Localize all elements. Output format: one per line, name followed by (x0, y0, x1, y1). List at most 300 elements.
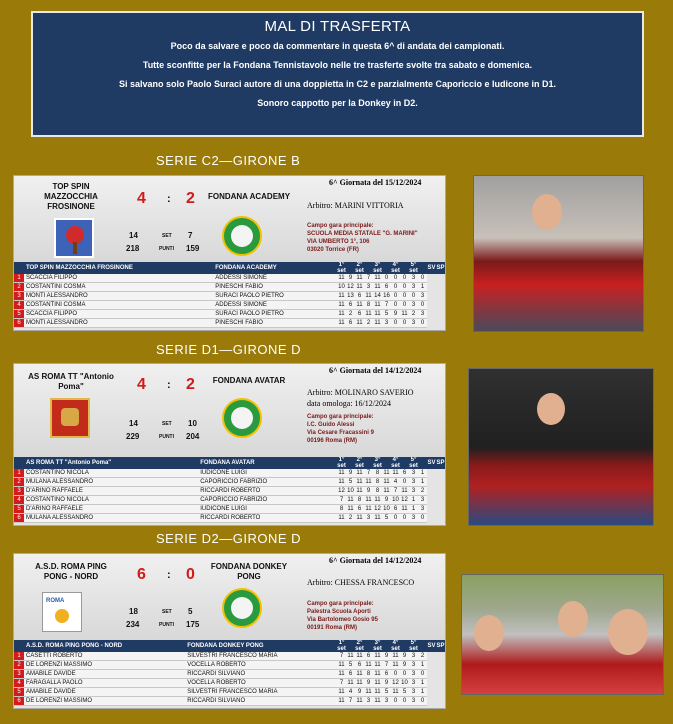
venue-line: Campo gara principale: (307, 223, 374, 229)
score-cell: 6 (346, 319, 355, 328)
score-cell: 9 (346, 469, 355, 478)
home-player: COSTANTINO NICOLA (24, 496, 198, 505)
referee: Arbitro: MOLINARO SAVERIO (307, 388, 414, 397)
section-title-d1: SERIE D1—GIRONE D (156, 342, 302, 357)
table-header-row (14, 457, 445, 469)
score-cell: 0 (391, 283, 400, 292)
table-row (14, 292, 445, 301)
score-cell: 11 (338, 293, 345, 299)
score-cell: 11 (392, 653, 399, 659)
score-cell: 2 (346, 310, 355, 319)
score-cell: 16 (383, 293, 390, 299)
score-cell: 11 (383, 470, 390, 476)
away-player: IUDICONE LUIGI (198, 505, 337, 514)
match-summary (14, 554, 445, 640)
score-cell: 7 (337, 679, 346, 688)
table-row (14, 478, 445, 487)
row-number: 4 (14, 496, 24, 505)
score-cell: 11 (365, 293, 372, 299)
score-cell: 0 (418, 319, 427, 328)
row-number: 3 (14, 487, 24, 496)
intro-line: Tutte sconfitte per la Fondana Tennistavolo nelle tre trasferte svolte tra sabato e domenica. (142, 60, 533, 70)
score-cell: 7 (346, 697, 355, 706)
score-cell: 3 (418, 310, 427, 319)
header-cell (14, 640, 24, 652)
away-team-name: FONDANA DONKEY PONG (210, 562, 288, 581)
intro-line: Si salvano solo Paolo Suraci autore di una doppietta in C2 e parzialmente Caporiccio e Iudicone in D1. (118, 79, 557, 89)
intro-line: Poco da salvare e poco da commentare in questa 6^ di andata dei campionati. (170, 41, 505, 51)
table-row (14, 283, 445, 292)
table-row (14, 688, 445, 697)
header-cell (382, 457, 391, 469)
header-cell: SP (436, 457, 445, 469)
score-cell: 10 (401, 680, 408, 686)
row-number: 6 (14, 514, 24, 523)
home-player: SCACCIA FILIPPO (24, 274, 213, 283)
score-cell: 9 (400, 652, 409, 661)
score-cell: 5 (382, 310, 391, 319)
score-cell: 9 (382, 652, 391, 661)
score-cell: 2 (364, 319, 373, 328)
score-cell: 11 (365, 311, 372, 317)
home-player: MONTI ALESSANDRO (24, 292, 213, 301)
row-number: 2 (14, 478, 24, 487)
score-cell: 12 (338, 488, 345, 494)
score-cell: 0 (400, 292, 409, 301)
score-cell: 11 (365, 497, 372, 503)
score-cell: 1 (409, 505, 418, 514)
score-cell: 0 (400, 283, 409, 292)
away-team-logo (222, 216, 262, 256)
score-cell: 7 (337, 496, 346, 505)
row-number: 2 (14, 283, 24, 292)
score-cell: 0 (400, 670, 409, 679)
score-cell: 0 (418, 301, 427, 310)
venue-line: VIA UMBERTO 1°, 106 (307, 239, 370, 245)
score-cell: 3 (409, 478, 418, 487)
score-cell: 9 (382, 496, 391, 505)
score-cell: 11 (338, 302, 345, 308)
score-cell: 8 (373, 487, 382, 496)
match-card-c2 (13, 175, 446, 331)
score-cell: 1 (418, 688, 427, 697)
points-away: 175 (186, 620, 200, 629)
score-cell: 3 (409, 283, 418, 292)
venue-line: Campo gara principale: (307, 601, 374, 607)
header-cell: 2° set (355, 262, 364, 274)
venue-line: SCUOLA MEDIA STATALE "G. MARINI" (307, 231, 418, 237)
score-cell: 14 (374, 293, 381, 299)
score-cell: 6 (355, 505, 364, 514)
away-player: RICCARDI ROBERTO (198, 514, 337, 523)
score-cell: 1 (418, 478, 427, 487)
score-cell: 0 (382, 274, 391, 283)
score-cell: 11 (356, 671, 363, 677)
table-row (14, 661, 445, 670)
score-cell: 5 (346, 478, 355, 487)
sets-away: 5 (188, 607, 193, 616)
home-team-logo (50, 398, 90, 438)
score-cell: 3 (409, 697, 418, 706)
article-header (31, 11, 644, 137)
results-table (14, 262, 445, 328)
away-player: ADDESSI SIMONE (213, 274, 337, 283)
table-row (14, 505, 445, 514)
sets-label: SET (162, 421, 172, 427)
section-title-d2: SERIE D2—GIRONE D (156, 531, 302, 546)
sets-away: 7 (188, 231, 193, 240)
score-cell: 2 (418, 652, 427, 661)
score-cell: 7 (382, 661, 391, 670)
score-cell: 12 (401, 497, 408, 503)
score-cell: 11 (347, 497, 354, 503)
score-cell: 11 (374, 653, 381, 659)
away-team-logo (222, 588, 262, 628)
header-away-team: FONDANA DONKEY PONG (185, 640, 337, 652)
away-score: 2 (186, 190, 195, 207)
home-score: 6 (137, 566, 146, 583)
venue-line: Campo gara principale: (307, 414, 374, 420)
score-cell: 0 (391, 292, 400, 301)
score-cell: 11 (383, 488, 390, 494)
away-player: SILVESTRI FRANCESCO MARIA (185, 688, 337, 697)
score-cell: 11 (338, 320, 345, 326)
row-number: 5 (14, 310, 24, 319)
score-cell: 8 (364, 670, 373, 679)
row-number: 4 (14, 301, 24, 310)
score-cell: 6 (400, 469, 409, 478)
match-card-d1 (13, 363, 446, 526)
score-cell: 1 (418, 679, 427, 688)
score-cell: 11 (356, 698, 363, 704)
score-cell: 0 (400, 478, 409, 487)
table-row (14, 319, 445, 328)
score-cell: 10 (383, 506, 390, 512)
score-cell: 0 (400, 274, 409, 283)
score-cell: 0 (400, 514, 409, 523)
away-player: SURACI PAOLO PIETRO (213, 310, 337, 319)
score-cell: 9 (355, 688, 364, 697)
home-player: COSTANTINO NICOLA (24, 469, 198, 478)
table-row (14, 469, 445, 478)
score-cell: 7 (382, 301, 391, 310)
score-cell: 10 (338, 284, 345, 290)
score-cell: 11 (401, 311, 408, 317)
score-cell: 5 (400, 688, 409, 697)
score-cell: 11 (356, 320, 363, 326)
header-cell: 3° set (373, 457, 382, 469)
score-cell: 6 (382, 283, 391, 292)
home-player: COSTANTINI COSMA (24, 301, 213, 310)
row-number: 1 (14, 652, 24, 661)
score-cell: 9 (364, 679, 373, 688)
score-cell: 11 (392, 689, 399, 695)
score-cell: 11 (356, 302, 363, 308)
score-cell: 8 (373, 469, 382, 478)
table-row (14, 670, 445, 679)
score-cell: 4 (391, 478, 400, 487)
table-row (14, 679, 445, 688)
points-label: PUNTI (159, 622, 174, 628)
points-label: PUNTI (159, 434, 174, 440)
away-player: SILVESTRI FRANCESCO MARIA (185, 652, 337, 661)
home-team-name: A.S.D. ROMA PING PONG - NORD (35, 562, 107, 581)
away-score: 2 (186, 376, 195, 393)
score-cell: 0 (409, 292, 418, 301)
match-summary (14, 176, 445, 262)
score-cell: 11 (356, 680, 363, 686)
header-cell (364, 457, 373, 469)
results-table (14, 640, 445, 706)
score-cell: 6 (355, 292, 364, 301)
away-player: IUDICONE LUIGI (198, 469, 337, 478)
match-info (299, 554, 446, 640)
score-cell: 3 (418, 505, 427, 514)
score-cell: 11 (338, 689, 345, 695)
score-cell: 11 (356, 470, 363, 476)
score-cell: 0 (391, 697, 400, 706)
header-home-team: AS ROMA TT "Antonio Poma" (24, 457, 198, 469)
score-cell: 3 (418, 292, 427, 301)
results-table (14, 457, 445, 523)
header-cell: 1° set (337, 640, 346, 652)
giornata-date: 6^ Giornata del 14/12/2024 (329, 366, 422, 375)
home-team-logo (54, 218, 94, 258)
score-cell: 5 (382, 688, 391, 697)
score-cell: 8 (337, 505, 346, 514)
score-cell: 11 (347, 506, 354, 512)
away-player: CAPORICCIO FABRIZIO (198, 496, 337, 505)
header-cell: SV (427, 640, 436, 652)
score-cell: 11 (401, 506, 408, 512)
score-cell: 0 (391, 274, 400, 283)
score-cell: 11 (338, 698, 345, 704)
score-cell: 8 (355, 496, 364, 505)
points-away: 159 (186, 244, 200, 253)
header-cell (14, 262, 24, 274)
header-cell: SP (436, 640, 445, 652)
score-cell: 7 (337, 652, 346, 661)
score-cell: 11 (356, 515, 363, 521)
score-cell: 10 (347, 488, 354, 494)
score-cell: 3 (409, 514, 418, 523)
score-cell: 8 (373, 478, 382, 487)
score-cell: 4 (346, 688, 355, 697)
away-player: VOCELLA ROBERTO (185, 661, 337, 670)
score-cell: 1 (418, 469, 427, 478)
header-cell: 5° set (409, 457, 418, 469)
score-cell: 12 (374, 506, 381, 512)
score-cell: 9 (391, 310, 400, 319)
score-cell: 11 (338, 275, 345, 281)
giornata-date: 6^ Giornata del 15/12/2024 (329, 178, 422, 187)
match-info (299, 176, 446, 262)
row-number: 4 (14, 679, 24, 688)
points-home: 229 (126, 432, 140, 441)
row-number: 6 (14, 319, 24, 328)
score-cell: 11 (338, 470, 345, 476)
score-cell: 0 (391, 319, 400, 328)
score-cell: 3 (364, 283, 373, 292)
match-summary (14, 364, 445, 457)
score-cell: 11 (356, 653, 363, 659)
table-row (14, 487, 445, 496)
referee: Arbitro: MARINI VITTORIA (307, 201, 404, 210)
venue-line: Via Bartolomeo Gosio 95 (307, 617, 378, 623)
score-cell: 1 (409, 496, 418, 505)
score-cell: 3 (382, 697, 391, 706)
header-cell: SV (427, 457, 436, 469)
sets-home: 14 (129, 419, 138, 428)
score-cell: 11 (401, 488, 408, 494)
score-cell: 6 (364, 652, 373, 661)
score-cell: 11 (356, 488, 363, 494)
row-number: 5 (14, 688, 24, 697)
score-cell: 11 (374, 698, 381, 704)
team-photo-d2 (461, 574, 664, 695)
score-cell: 5 (346, 661, 355, 670)
score-cell: 9 (364, 487, 373, 496)
header-home-team: A.S.D. ROMA PING PONG - NORD (24, 640, 185, 652)
away-team-logo (222, 398, 262, 438)
article-title: MAL DI TRASFERTA (264, 18, 411, 35)
home-player: DE LORENZI MASSIMO (24, 661, 185, 670)
home-score: 4 (137, 190, 146, 207)
score-cell: 11 (338, 311, 345, 317)
away-player: SURACI PAOLO PIETRO (213, 292, 337, 301)
table-row (14, 514, 445, 523)
venue-line: 00191 Roma (RM) (307, 625, 358, 631)
points-away: 204 (186, 432, 200, 441)
row-number: 6 (14, 697, 24, 706)
intro-line: Sonoro cappotto per la Donkey in D2. (257, 98, 418, 108)
score-cell: 13 (347, 293, 354, 299)
score-separator: : (167, 379, 171, 391)
home-team-name: TOP SPIN MAZZOCCHIA FROSINONE (44, 182, 98, 211)
match-info (299, 364, 446, 450)
sets-label: SET (162, 609, 172, 615)
score-cell: 11 (374, 302, 381, 308)
away-player: RICCARDI ROBERTO (198, 487, 337, 496)
home-player: MULANA ALESSANDRO (24, 478, 198, 487)
score-cell: 11 (356, 284, 363, 290)
header-cell (400, 457, 409, 469)
score-cell: 9 (400, 661, 409, 670)
header-away-team: FONDANA ACADEMY (213, 262, 337, 274)
away-score: 0 (186, 566, 195, 583)
score-cell: 11 (365, 506, 372, 512)
venue-line: Palestra Scuola Aporti (307, 609, 371, 615)
score-cell: 9 (346, 274, 355, 283)
venue-line: 03020 Torrice (FR) (307, 247, 359, 253)
score-cell: 12 (347, 284, 354, 290)
score-cell: 0 (418, 670, 427, 679)
home-player: SCACCIA FILIPPO (24, 310, 213, 319)
row-number: 3 (14, 292, 24, 301)
venue-line: Via Cesare Fracassini 9 (307, 430, 374, 436)
score-cell: 9 (382, 679, 391, 688)
score-cell: 3 (409, 469, 418, 478)
away-player: PINESCHI FABIO (213, 283, 337, 292)
score-cell: 11 (365, 479, 372, 485)
score-cell: 0 (418, 514, 427, 523)
points-label: PUNTI (159, 246, 174, 252)
row-number: 5 (14, 505, 24, 514)
table-row (14, 310, 445, 319)
header-cell: 1° set (337, 262, 346, 274)
score-cell: 11 (383, 479, 390, 485)
score-cell: 11 (365, 662, 372, 668)
table-row (14, 274, 445, 283)
away-player: RICCARDI SILVIANO (185, 670, 337, 679)
score-cell: 3 (409, 661, 418, 670)
venue-line: I.C. Guido Alessi (307, 422, 355, 428)
header-cell: 5° set (409, 640, 418, 652)
score-cell: 3 (409, 679, 418, 688)
score-cell: 2 (418, 487, 427, 496)
score-cell: 6 (346, 670, 355, 679)
header-cell: 5° set (409, 262, 418, 274)
score-cell: 7 (364, 469, 373, 478)
header-home-team: TOP SPIN MAZZOCCHIA FROSINONE (24, 262, 213, 274)
table-row (14, 652, 445, 661)
score-cell: 11 (356, 479, 363, 485)
row-number: 3 (14, 670, 24, 679)
referee: Arbitro: CHESSA FRANCESCO (307, 578, 415, 587)
score-cell: 3 (409, 487, 418, 496)
header-cell: SV (427, 262, 436, 274)
header-away-team: FONDANA AVATAR (198, 457, 337, 469)
score-cell: 11 (392, 470, 399, 476)
score-cell: 12 (392, 680, 399, 686)
points-home: 234 (126, 620, 140, 629)
score-cell: 11 (347, 680, 354, 686)
score-cell: 0 (400, 319, 409, 328)
score-separator: : (167, 193, 171, 205)
score-cell: 3 (364, 514, 373, 523)
match-card-d2 (13, 553, 446, 709)
score-cell: 11 (374, 689, 381, 695)
score-cell: 11 (374, 275, 381, 281)
score-cell: 3 (409, 274, 418, 283)
score-cell: 7 (364, 274, 373, 283)
score-cell: 3 (409, 319, 418, 328)
score-cell: 11 (356, 275, 363, 281)
score-cell: 3 (418, 496, 427, 505)
away-player: RICCARDI SILVIANO (185, 697, 337, 706)
score-cell: 1 (418, 283, 427, 292)
giornata-date: 6^ Giornata del 14/12/2024 (329, 556, 422, 565)
header-cell: 4° set (391, 457, 400, 469)
home-player: AMABILE DAVIDE (24, 688, 185, 697)
home-player: DE LORENZI MASSIMO (24, 697, 185, 706)
score-cell: 6 (355, 310, 364, 319)
table-row (14, 697, 445, 706)
home-score: 4 (137, 376, 146, 393)
score-cell: 11 (374, 320, 381, 326)
home-player: MULANA ALESSANDRO (24, 514, 198, 523)
home-player: AMABILE DAVIDE (24, 670, 185, 679)
row-number: 1 (14, 469, 24, 478)
header-cell: 4° set (391, 640, 400, 652)
home-player: MONTI ALESSANDRO (24, 319, 213, 328)
score-cell: 11 (374, 662, 381, 668)
row-number: 2 (14, 661, 24, 670)
score-cell: 11 (338, 671, 345, 677)
score-cell: 11 (338, 662, 345, 668)
score-cell: 3 (382, 319, 391, 328)
score-cell: 11 (374, 515, 381, 521)
